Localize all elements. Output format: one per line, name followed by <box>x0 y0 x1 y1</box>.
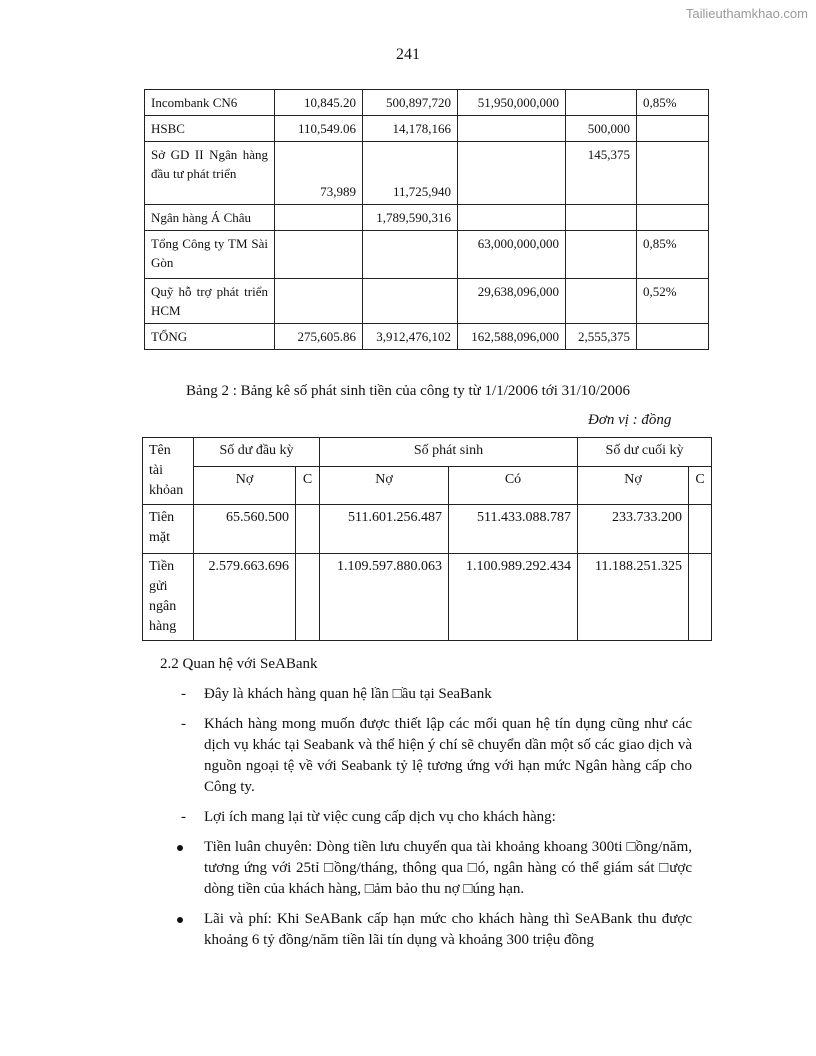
value-cell <box>363 231 458 279</box>
list-item <box>160 807 692 828</box>
value-cell <box>458 205 566 231</box>
watermark: Tailieuthamkhao.com <box>685 6 808 21</box>
list-item-text: Khách hàng mong muốn được thiết lập các mối quan hệ tín dụng cũng như các dịch vụ khác tại Seabank và thể hiện ý chí sẽ chuyển dần một số các giao dịch và nguồn ngoại tệ về với Seabank tỷ lệ tương ứng với hạn mức Ngân hàng cấp cho Công ty. <box>204 716 692 795</box>
table-row <box>143 554 712 641</box>
bullet-item <box>160 909 692 951</box>
movement-header: Số phát sinh <box>320 438 578 467</box>
rate-cell <box>637 142 709 205</box>
value-cell: 10,845.20 <box>275 90 363 116</box>
value-cell: 73,989 <box>275 142 363 205</box>
table-row <box>145 205 709 231</box>
value-cell: 500,000 <box>566 116 637 142</box>
dash-marker: - <box>181 716 186 732</box>
dash-marker: - <box>181 686 186 702</box>
rate-cell: 0,85% <box>637 90 709 116</box>
debit-header: Nợ <box>194 466 296 504</box>
page-number: 241 <box>396 46 420 63</box>
bullet-item-text: Tiền luân chuyên: Dòng tiền lưu chuyển qua tài khoảng khoang 300ti □ồng/năm, tương ứng với 25tỉ □ồng/tháng, thông qua □ó, ngân hàng có thể giám sát □ược dòng tiền của khách hàng, □ảm bảo thu nợ □úng hạn. <box>204 839 692 897</box>
list-item <box>160 684 692 705</box>
value-cell <box>689 554 712 641</box>
value-cell: 29,638,096,000 <box>458 279 566 324</box>
table-row <box>145 142 709 205</box>
value-cell <box>458 116 566 142</box>
list-item-text: Lợi ích mang lại từ việc cung cấp dịch vụ cho khách hàng: <box>204 809 556 825</box>
rate-cell: 0,85% <box>637 231 709 279</box>
value-cell: 275,605.86 <box>275 324 363 350</box>
value-cell <box>296 554 320 641</box>
value-cell: 110,549.06 <box>275 116 363 142</box>
dash-marker: - <box>181 809 186 825</box>
table-row <box>145 279 709 324</box>
account-cell: Tiên mặt <box>143 505 194 554</box>
table-caption: Bảng 2 : Bảng kê số phát sinh tiền của công ty từ 1/1/2006 tới 31/10/2006 <box>186 383 630 399</box>
bank-name-cell: Incombank CN6 <box>145 90 275 116</box>
debit-header: Nợ <box>320 466 449 504</box>
section-title: 2.2 Quan hệ với SeABank <box>160 656 318 672</box>
value-cell <box>458 142 566 205</box>
list-item-text: Đây là khách hàng quan hệ lần □ầu tại SeaBank <box>204 686 492 702</box>
value-cell: 51,950,000,000 <box>458 90 566 116</box>
rate-cell <box>637 324 709 350</box>
value-cell: 145,375 <box>566 142 637 205</box>
value-cell: 11.188.251.325 <box>578 554 689 641</box>
unit-label: Đơn vị : đồng <box>588 412 672 428</box>
value-cell: 2.579.663.696 <box>194 554 296 641</box>
value-cell: 500,897,720 <box>363 90 458 116</box>
bank-name-cell: HSBC <box>145 116 275 142</box>
value-cell <box>275 205 363 231</box>
list-item <box>160 714 692 798</box>
value-cell: 162,588,096,000 <box>458 324 566 350</box>
rate-cell <box>637 205 709 231</box>
table-row <box>145 231 709 279</box>
table-row <box>145 90 709 116</box>
account-cell: Tiền gửi ngân hàng <box>143 554 194 641</box>
header-row <box>143 438 712 467</box>
value-cell: 1.109.597.880.063 <box>320 554 449 641</box>
bullet-icon <box>177 845 183 851</box>
value-cell <box>566 90 637 116</box>
value-cell <box>275 279 363 324</box>
value-cell: 1.100.989.292.434 <box>449 554 578 641</box>
value-cell <box>566 231 637 279</box>
bank-balance-table <box>144 89 709 350</box>
content-list <box>160 684 692 960</box>
debit-header: Nợ <box>578 466 689 504</box>
bank-name-cell: Quỹ hỗ trợ phát triển HCM <box>145 279 275 324</box>
value-cell <box>566 205 637 231</box>
bank-name-cell: Tổng Công ty TM Sài Gòn <box>145 231 275 279</box>
account-header: Tên tài khỏan <box>143 438 194 505</box>
value-cell: 2,555,375 <box>566 324 637 350</box>
bullet-icon <box>177 917 183 923</box>
bullet-item-text: Lãi và phí: Khi SeABank cấp hạn mức cho khách hàng thì SeABank thu được khoảng 6 tỷ đồng/năm tiền lãi tín dụng và khoảng 300 triệu đồng <box>204 911 692 948</box>
value-cell: 11,725,940 <box>363 142 458 205</box>
bullet-item <box>160 837 692 900</box>
header-row <box>143 466 712 504</box>
value-cell: 65.560.500 <box>194 505 296 554</box>
value-cell: 63,000,000,000 <box>458 231 566 279</box>
value-cell <box>566 279 637 324</box>
value-cell <box>296 505 320 554</box>
cash-flow-table <box>142 437 712 641</box>
value-cell: 233.733.200 <box>578 505 689 554</box>
rate-cell <box>637 116 709 142</box>
value-cell: 511.433.088.787 <box>449 505 578 554</box>
value-cell: 511.601.256.487 <box>320 505 449 554</box>
table-row <box>145 324 709 350</box>
value-cell <box>275 231 363 279</box>
rate-cell: 0,52% <box>637 279 709 324</box>
opening-balance-header: Số dư đầu kỳ <box>194 438 320 467</box>
credit-header: Có <box>449 466 578 504</box>
credit-header: C <box>689 466 712 504</box>
value-cell: 14,178,166 <box>363 116 458 142</box>
total-label-cell: TỔNG <box>145 324 275 350</box>
credit-header: C <box>296 466 320 504</box>
table-row <box>145 116 709 142</box>
closing-balance-header: Số dư cuối kỳ <box>578 438 712 467</box>
value-cell <box>689 505 712 554</box>
value-cell: 3,912,476,102 <box>363 324 458 350</box>
table-row <box>143 505 712 554</box>
bank-name-cell: Sở GD II Ngân hàng đầu tư phát triển <box>145 142 275 205</box>
bank-name-cell: Ngân hàng Á Châu <box>145 205 275 231</box>
value-cell: 1,789,590,316 <box>363 205 458 231</box>
value-cell <box>363 279 458 324</box>
